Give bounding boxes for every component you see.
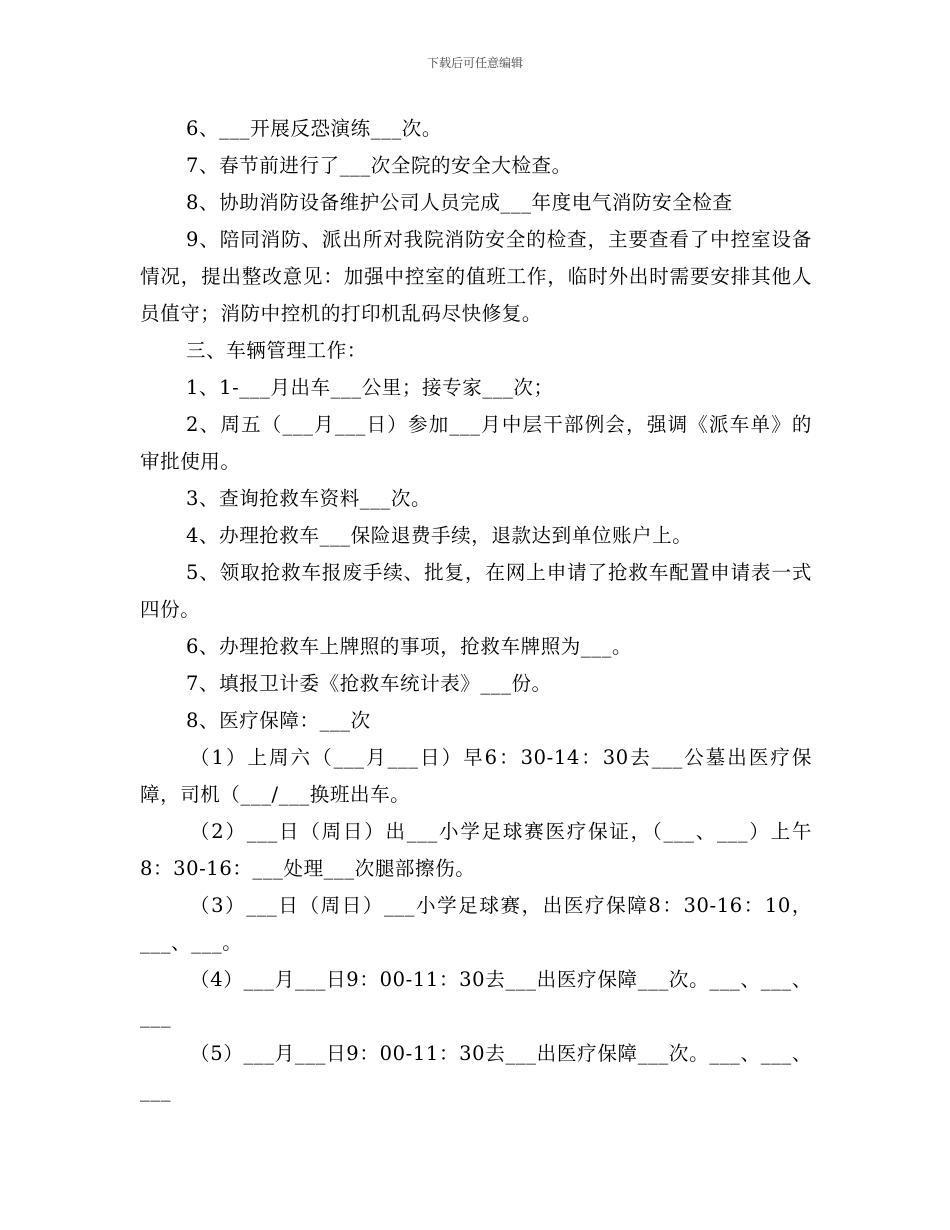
paragraph: 2、周五（___月___日）参加___月中层干部例会，强调《派车单》的审批使用。 xyxy=(140,413,812,473)
paragraph: 7、春节前进行了___次全院的安全大检查。 xyxy=(186,154,572,177)
paragraph: 6、___开展反恐演练___次。 xyxy=(186,117,443,140)
sub-paragraph: （5）___月___日9：00-11：30去___出医疗保障___次。___、___、___ xyxy=(140,1042,812,1102)
sub-paragraph: （2）___日（周日）出___小学足球赛医疗保证，（___、___）上午8：30-16：___处理___次腿部擦伤。 xyxy=(140,820,812,880)
section-heading: 三、车辆管理工作： xyxy=(186,339,367,362)
paragraph: 5、领取抢救车报废手续、批复，在网上申请了抢救车配置申请表一式四份。 xyxy=(140,561,812,621)
paragraph: 1、1-___月出车___公里；接专家___次； xyxy=(186,376,554,399)
paragraph: 8、医疗保障：___次 xyxy=(186,709,371,732)
document-body xyxy=(140,110,812,1109)
page-header: 下载后可任意编辑 xyxy=(426,56,523,70)
paragraph: 3、查询抢救车资料___次。 xyxy=(186,487,432,510)
paragraph: 6、办理抢救车上牌照的事项，抢救车牌照为___。 xyxy=(186,635,633,658)
sub-paragraph: （4）___月___日9：00-11：30去___出医疗保障___次。___、___、___ xyxy=(140,968,812,1028)
sub-paragraph: （1）上周六（___月___日）早6：30-14：30去___公墓出医疗保障，司机（___/___换班出车。 xyxy=(140,746,812,806)
paragraph: 7、填报卫计委《抢救车统计表》___份。 xyxy=(186,672,552,695)
paragraph: 9、陪同消防、派出所对我院消防安全的检查，主要查看了中控室设备情况，提出整改意见：加强中控室的值班工作，临时外出时需要安排其他人员值守；消防中控机的打印机乱码尽快修复。 xyxy=(140,228,812,325)
sub-paragraph: （3）___日（周日）___小学足球赛，出医疗保障8：30-16：10，___、___。 xyxy=(140,894,812,954)
paragraph: 8、协助消防设备维护公司人员完成___年度电气消防安全检查 xyxy=(186,191,733,214)
paragraph: 4、办理抢救车___保险退费手续，退款达到单位账户上。 xyxy=(186,524,693,547)
